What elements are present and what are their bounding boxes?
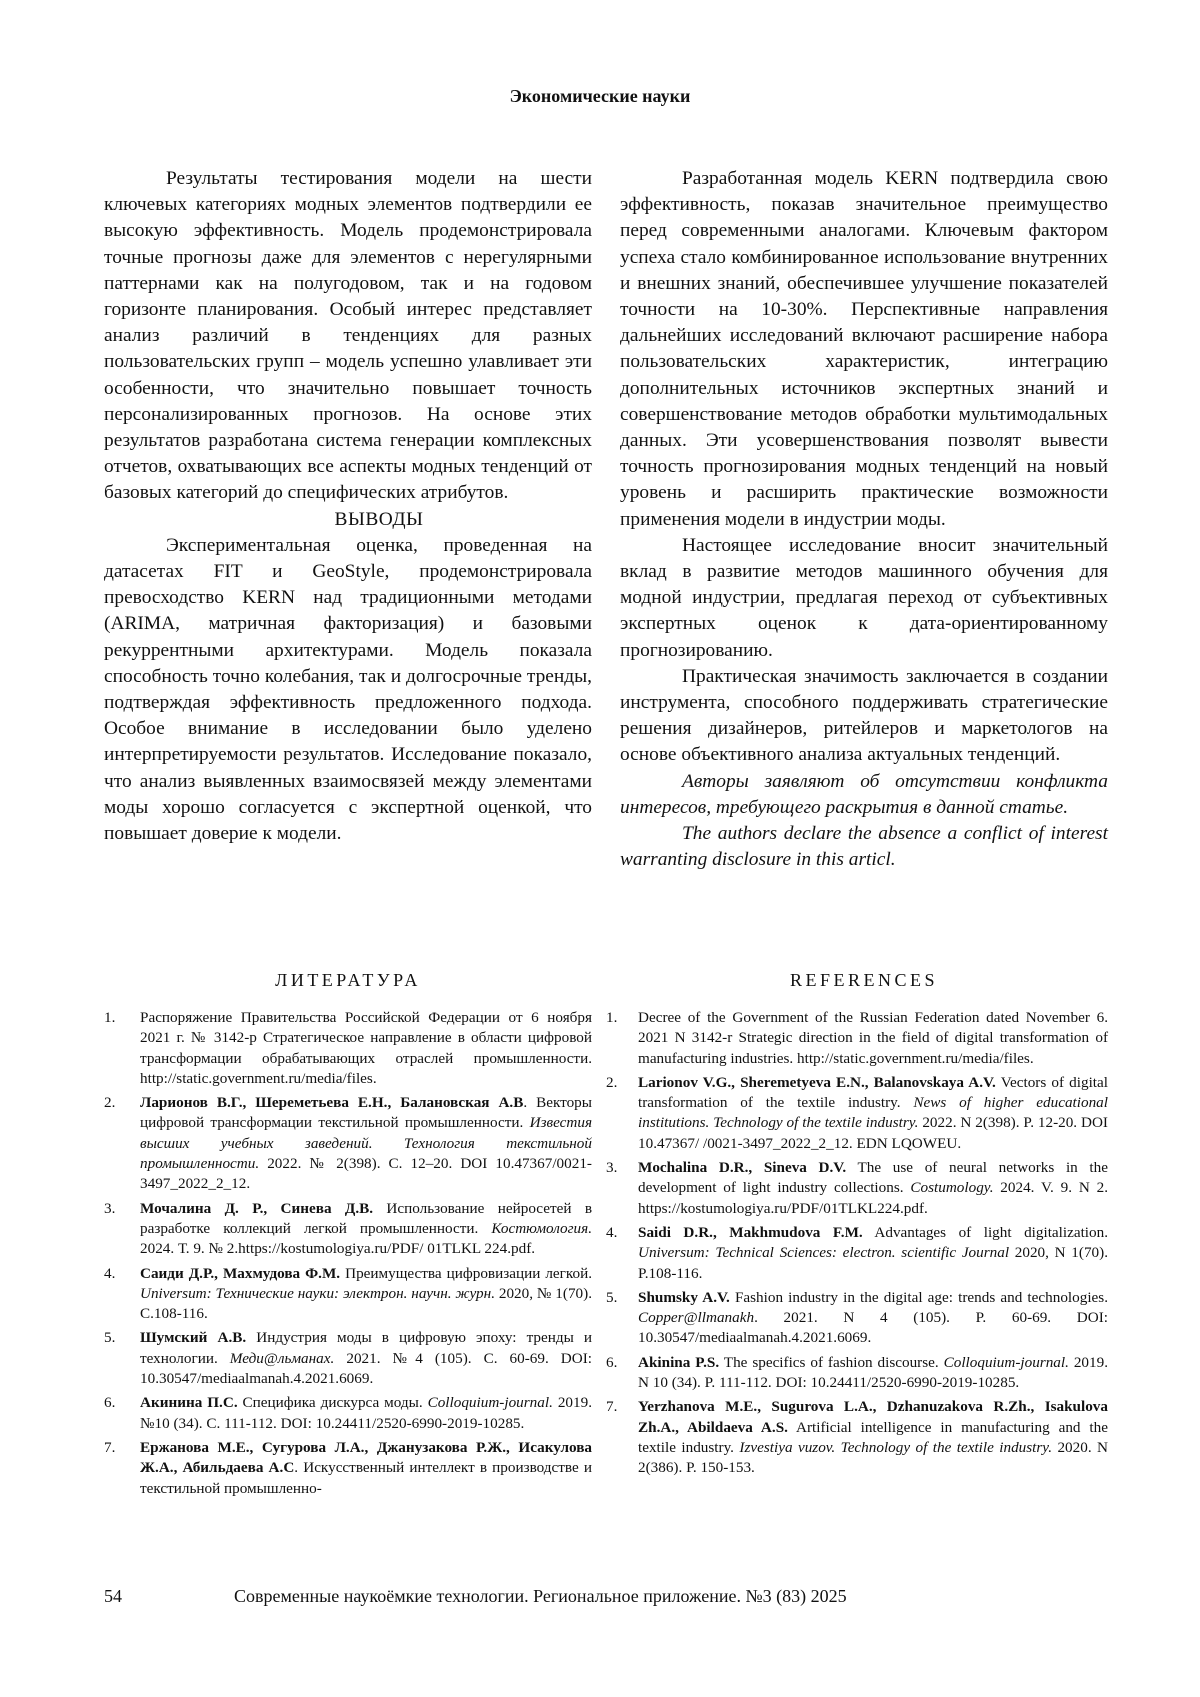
literature-item: 7. Ержанова М.Е., Сугурова Л.А., Джанузакова Р.Ж., Исакулова Ж.А., Абильдаева А.С. Искусственный интеллект в производстве и текстильной промышленно-: [104, 1438, 592, 1497]
conflict-statement-en: The authors declare the absence a conflict of interest warranting disclosure in this articl.: [620, 823, 1108, 871]
left-column: [104, 166, 592, 847]
reference-item: 2. Larionov V.G., Sheremetyeva E.N., Balanovskaya A.V. Vectors of digital transformation of the textile industry. News of higher educational institutions. Technology of the textile industry. 2022. N 2(398). P. 12-20. DOI 10.47367/ /0021-3497_2022_2_12. EDN LQOWEU.: [606, 1073, 1108, 1152]
contribution-paragraph: Настоящее исследование вносит значительный вклад в развитие методов машинного обучения для модной индустрии, предлагая переход от субъективных экспертных оценок к дата-ориентированному прогнозированию.: [620, 534, 1108, 661]
reference-item: 5. Shumsky A.V. Fashion industry in the digital age: trends and technologies. Copper@llmanakh. 2021. N 4 (105). P. 60-69. DOI: 10.30547/mediaalmanah.4.2021.6069.: [606, 1288, 1108, 1347]
literature-item: 2. Ларионов В.Г., Шереметьева Е.Н., Балановская А.В. Векторы цифровой трансформации текстильной промышленности. Известия высших учебных заведений. Технология текстильной промышленности. 2022. № 2(398). С. 12–20. DOI 10.47367/0021-3497_2022_2_12.: [104, 1094, 592, 1193]
significance-paragraph: Практическая значимость заключается в создании инструмента, способного поддерживать стратегические решения дизайнеров, ритейлеров и маркетологов на основе объективного анализа актуальных тенденций.: [620, 665, 1108, 766]
literature-item: 4. Саиди Д.Р., Махмудова Ф.М. Преимущества цифровизации легкой. Universum: Технические науки: электрон. научн. журн. 2020, № 1(70). С.108-116.: [104, 1264, 592, 1323]
reference-item: 3. Mochalina D.R., Sineva D.V. The use of neural networks in the development of light industry collections. Costumology. 2024. V. 9. N 2. https://kostumologiya.ru/PDF/01TLKL224.pdf.: [606, 1159, 1108, 1217]
literature-item: 1. Распоряжение Правительства Российской Федерации от 6 ноября 2021 г. № 3142-р Стратегическое направление в области цифровой трансформации обрабатывающих отраслей промышленности. http://static.government.ru/media/files.: [104, 1009, 592, 1087]
conflict-statement-ru: Авторы заявляют об отсутствии конфликта интересов, требующего раскрытия в данной статье.: [620, 770, 1108, 818]
conclusions-paragraph: Экспериментальная оценка, проведенная на датасетах FIT и GeoStyle, продемонстрировала превосходство KERN над традиционными методами (ARIMA, матричная факторизация) и базовыми рекуррентными архитектурами. Модель показала способность точно колебания, так и долгосрочные тренды, подтверждая эффективность предложенного подхода. Особое внимание в исследовании было уделено интерпретируемости результатов. Исследование показало, что анализ выявленных взаимосвязей между элементами моды хорошо согласуется с экспертной оценкой, что повышает доверие к модели.: [104, 534, 592, 845]
reference-item: 7. Yerzhanova M.E., Sugurova L.A., Dzhanuzakova R.Zh., Isakulova Zh.A., Abildaeva A.S. Artificial intelligence in manufacturing and the textile industry. Izvestiya vuzov. Technology of the textile industry. 2020. N 2(386). P. 150-153.: [606, 1398, 1109, 1477]
results-paragraph: Результаты тестирования модели на шести ключевых категориях модных элементов подтвердили ее высокую эффективность. Модель продемонстрировала точные прогнозы даже для элементов с нерегулярными паттернами как на полугодовом, так и на годовом горизонте планирования. Особый интерес представляет анализ различий в тенденциях для разных пользовательских групп – модель успешно улавливает эти особенности, что значительно повышает точность персонализированных прогнозов. На основе этих результатов разработана система генерации комплексных отчетов, охватывающих все аспекты модных тенденций от базовых категорий до специфических атрибутов.: [104, 168, 592, 504]
reference-item: 6. Akinina P.S. The specifics of fashion discourse. Colloquium-journal. 2019. N 10 (34). P. 111-112. DOI: 10.24411/2520-6990-2019-10285.: [606, 1353, 1108, 1392]
reference-item: 1. Decree of the Government of the Russian Federation dated November 6. 2021 N 3142-r Strategic direction in the field of digital transformation of manufacturing industries. http://static.government.ru/media/files.: [606, 1009, 1108, 1067]
references-list: [606, 1008, 1108, 1483]
conclusions-title: ВЫВОДЫ: [334, 508, 424, 530]
references-title: REFERENCES: [789, 970, 939, 990]
literature-title: ЛИТЕРАТУРА: [275, 970, 421, 990]
page-number: 54: [104, 1586, 122, 1606]
section-heading: Экономические науки: [509, 86, 691, 106]
right-column: [620, 166, 1108, 873]
literature-list: [104, 1008, 592, 1503]
literature-item: 6. Акинина П.С. Специфика дискурса моды. Colloquium-journal. 2019. №10 (34). С. 111-112. DOI: 10.24411/2520-6990-2019-10285.: [104, 1394, 592, 1432]
model-paragraph: Разработанная модель KERN подтвердила свою эффективность, показав значительное преимущество перед современными аналогами. Ключевым фактором успеха стало комбинированное использование внутренних и внешних знаний, обеспечившее улучшение показателей точности на 10-30%. Перспективные направления дальнейших исследований включают расширение набора пользовательских характеристик, интеграцию дополнительных источников экспертных знаний и совершенствование методов обработки мультимодальных данных. Эти усовершенствования позволят вывести точность прогнозирования модных тенденций на новый уровень и расширить практические возможности применения модели в индустрии моды.: [620, 168, 1108, 530]
literature-item: 5. Шумский А.В. Индустрия моды в цифровую эпоху: тренды и технологии. Меди@льманах. 2021. №4 (105). С. 60-69. DOI: 10.30547/mediaalmanah.4.2021.6069.: [104, 1329, 593, 1388]
reference-item: 4. Saidi D.R., Makhmudova F.M. Advantages of light digitalization. Universum: Technical Sciences: electron. scientific Journal 2020, N 1(70). P.108-116.: [606, 1223, 1108, 1282]
journal-title: Современные наукоёмкие технологии. Региональное приложение. №3 (83) 2025: [234, 1586, 847, 1606]
literature-item: 3. Мочалина Д. Р., Синева Д.В. Использование нейросетей в разработке коллекций легкой промышленности. Костюмология. 2024. Т. 9. № 2.https://kostumologiya.ru/PDF/ 01TLKL 224.pdf.: [104, 1199, 593, 1258]
